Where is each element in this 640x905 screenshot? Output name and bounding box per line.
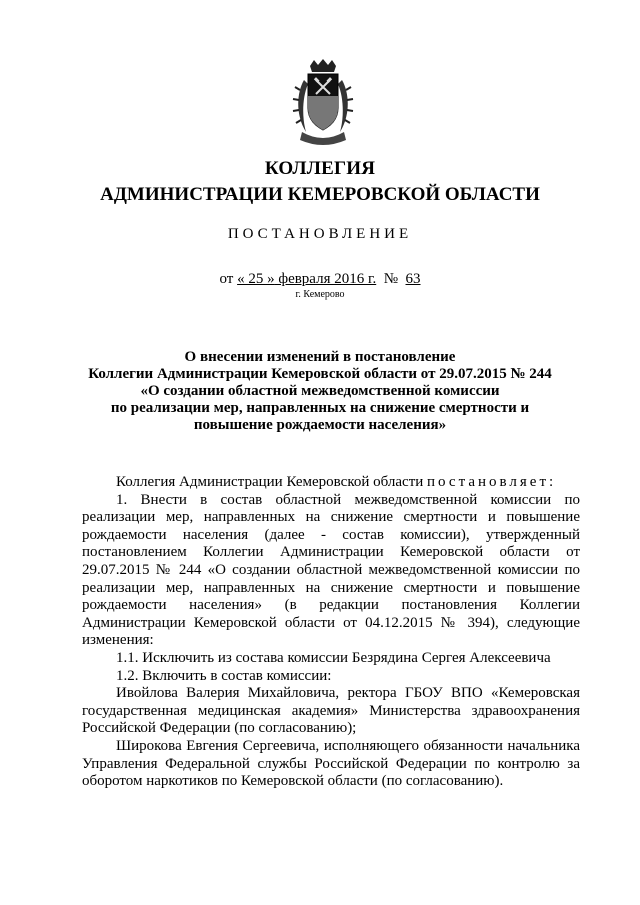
subject-line: О внесении изменений в постановление (184, 349, 456, 365)
subject-line: по реализации мер, направленных на снижение смертности и (110, 400, 530, 416)
administration-title: АДМИНИСТРАЦИИ КЕМЕРОВСКОЙ ОБЛАСТИ (100, 184, 540, 205)
item-1-2-paragraph: 1.2. Включить в состав комиссии: (116, 667, 332, 684)
document-subject (60, 349, 580, 434)
item-1-1-paragraph: 1.1. Исключить из состава комиссии Безрядина Сергея Алексеевича (116, 649, 551, 666)
date-day: « 25 » (237, 271, 275, 287)
intro-paragraph (82, 474, 580, 492)
member-2-paragraph: Широкова Евгения Сергеевича, исполняющего обязанности начальника Управления Федеральной службы Российской Федерации по контролю за оборотом наркотиков по Кемеровской области (по согласованию). (82, 737, 580, 790)
document-body (82, 474, 580, 791)
document-city: г. Кемерово (295, 289, 345, 300)
subject-line: Коллегии Администрации Кемеровской области от 29.07.2015 № 244 (88, 366, 552, 382)
subject-line: «О создании областной межведомственной комиссии (140, 383, 500, 399)
document-number: 63 (405, 271, 421, 287)
document-date-line (0, 271, 640, 288)
member-1-paragraph: Ивойлова Валерия Михайловича, ректора ГБОУ ВПО «Кемеровская государственная медицинская академия» Министерства здравоохранения Российской Федерации (по согласованию); (82, 685, 580, 737)
intro-text: Коллегия Администрации Кемеровской области (116, 474, 428, 490)
date-prefix: от (219, 271, 238, 287)
date-month-year: февраля 2016 г. (274, 271, 377, 287)
document-type: ПОСТАНОВЛЕНИЕ (227, 226, 413, 242)
resolves-word: постановляет: (427, 474, 557, 490)
number-label: № (376, 271, 406, 287)
collegium-title: КОЛЛЕГИЯ (264, 158, 376, 179)
subject-line: повышение рождаемости населения» (193, 417, 447, 433)
item-1-paragraph: 1. Внести в состав областной межведомственной комиссии по реализации мер, направленных на снижение смертности и повышение рождаемости населения (далее - состав комиссии), утвержденный постановлением Коллегии Администрации Кемеровской области от 29.07.2015 № 244 «О создании областной межведомственной комиссии по реализации мер, направленных на снижение смертности и повышение рождаемости населения» (в редакции постановления Коллегии Администрации Кемеровской области от 04.12.2015 № 394), следующие изменения: (82, 491, 580, 649)
coat-of-arms-emblem-icon (292, 58, 354, 150)
